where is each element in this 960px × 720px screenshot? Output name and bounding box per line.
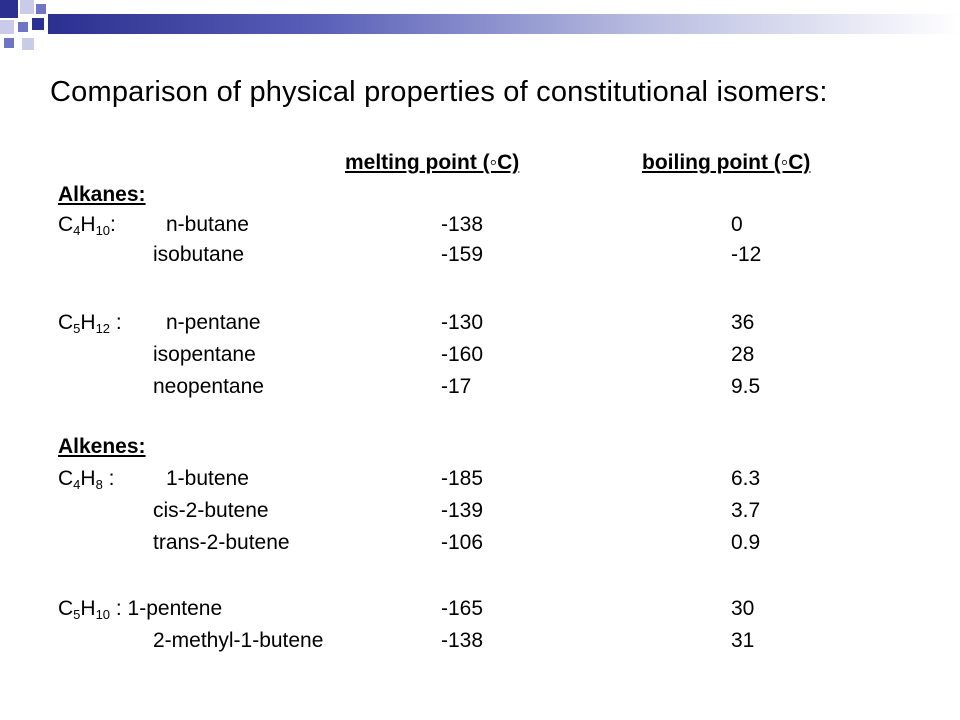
melting-value: -185 [441,467,484,490]
melting-value: -165 [441,597,484,620]
deco-square [0,20,14,34]
formula-c4h10: $C_4H_{10}$: [58,213,116,238]
slide-title: Comparison of physical properties of constitutional isomers: [50,76,828,108]
header-melting-point: melting point (◦C) [345,151,520,174]
deco-square [22,38,34,50]
melting-value: -17 [441,375,472,398]
boiling-value: 0.9 [731,531,761,554]
formula-c5h12: $C_5H_{12}$ : [58,311,122,336]
section-label-alkanes: Alkanes: [58,183,146,206]
boiling-value: 6.3 [731,467,761,490]
boiling-value: 3.7 [731,499,761,522]
section-label-alkenes: Alkenes: [58,435,146,458]
deco-square [20,0,34,14]
boiling-value: 36 [731,311,755,334]
boiling-value: -12 [731,243,762,266]
compound-name: 2-methyl-1-butene [153,629,324,652]
boiling-value: 31 [731,629,755,652]
deco-square [4,38,14,48]
slide-decoration [0,0,960,60]
melting-value: -138 [441,213,484,236]
deco-square [18,22,28,32]
boiling-value: 0 [731,213,743,236]
compound-name: neopentane [153,375,264,398]
boiling-value: 30 [731,597,755,620]
compound-name: isopentane [153,343,256,366]
compound-name: n-butane [166,213,249,236]
melting-value: -160 [441,343,484,366]
deco-square [0,0,18,18]
header-bar [48,14,960,34]
boiling-value: 9.5 [731,375,761,398]
boiling-value: 28 [731,343,755,366]
compound-name: n-pentane [166,311,261,334]
formula-c4h8: $C_4H_8$ : [58,467,115,492]
melting-value: -106 [441,531,484,554]
melting-value: -159 [441,243,484,266]
compound-name: isobutane [153,243,245,266]
header-boiling-point: boiling point (◦C) [642,151,811,174]
compound-name: 1-butene [166,467,249,490]
melting-value: -139 [441,499,484,522]
compound-name: trans-2-butene [153,531,290,554]
melting-value: -138 [441,629,484,652]
formula-c5h10: $C_5H_{10}$ : 1-pentene [58,597,223,622]
deco-square [36,4,46,14]
deco-square [32,18,44,30]
melting-value: -130 [441,311,484,334]
compound-name: cis-2-butene [153,499,269,522]
